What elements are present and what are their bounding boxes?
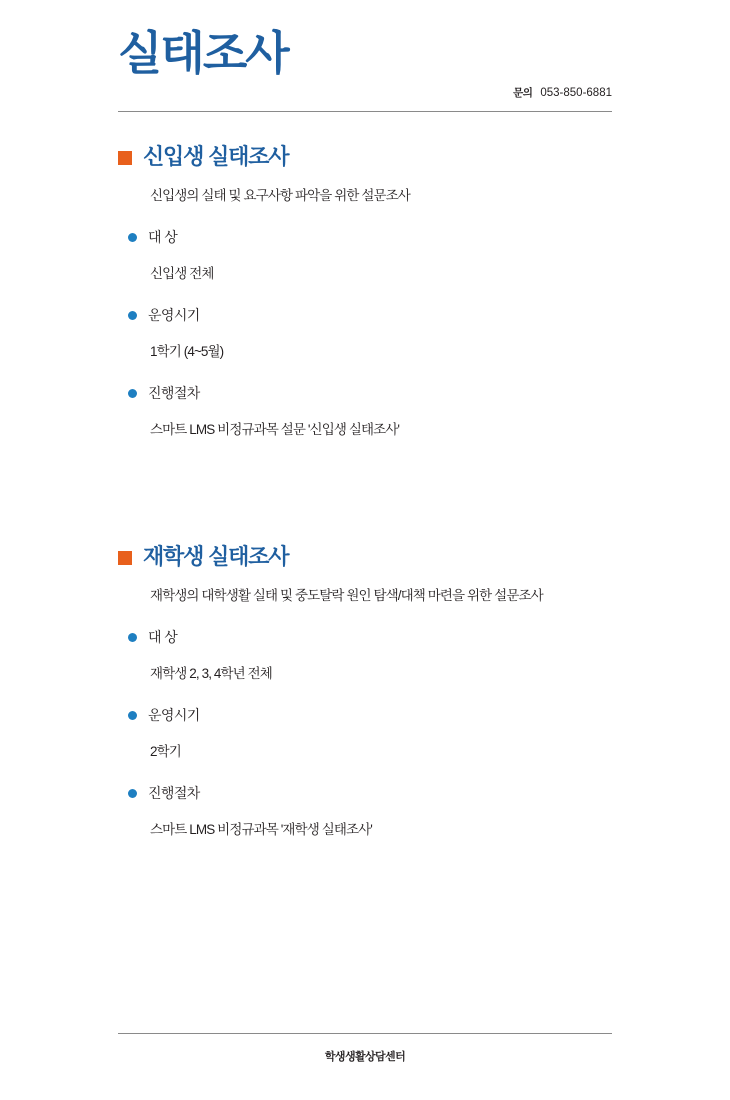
field-value-text: 1학기 (4~5월) [150,344,224,359]
field-value-text: 스마트 LMS 비정규과목 '재학생 실태조사' [150,822,372,837]
field-value-text: 신입생 전체 [150,266,214,281]
field-label-text: 운영시기 [148,707,200,723]
dot-bullet-icon [128,711,137,720]
field-value-text: 재학생 2, 3, 4학년 전체 [150,666,272,681]
field-label-row [128,230,612,244]
field-procedure [118,786,612,838]
field-period [118,308,612,360]
section-title: 재학생 실태조사 [143,544,289,569]
field-label-text: 대 상 [148,229,178,245]
square-bullet-icon [118,151,132,165]
section-title: 신입생 실태조사 [143,144,289,169]
footer-divider [118,1033,612,1034]
section-freshman-survey [118,146,612,438]
field-target [118,230,612,282]
field-target [118,630,612,682]
dot-bullet-icon [128,789,137,798]
square-bullet-icon [118,551,132,565]
field-value-text: 스마트 LMS 비정규과목 설문 '신입생 실태조사' [150,422,400,437]
dot-bullet-icon [128,633,137,642]
field-label-row [128,708,612,722]
document-header [118,0,612,112]
field-label-text: 운영시기 [148,307,200,323]
field-value-text: 2학기 [150,744,181,759]
dot-bullet-icon [128,311,137,320]
field-period [118,708,612,760]
field-procedure [118,386,612,438]
section-enrolled-student-survey [118,546,612,838]
field-label-row [128,786,612,800]
contact-info [513,85,612,100]
page-title: 실태조사 [118,27,288,79]
contact-label: 문의 [513,87,533,99]
field-label-row [128,630,612,644]
field-label-row [128,308,612,322]
dot-bullet-icon [128,233,137,242]
field-label-row [128,386,612,400]
section-description: 신입생의 실태 및 요구사항 파악을 위한 설문조사 [150,188,410,203]
section-description: 재학생의 대학생활 실태 및 중도탈락 원인 탐색/대책 마련을 위한 설문조사 [150,588,543,603]
section-heading [118,546,612,568]
section-heading [118,146,612,168]
field-label-text: 진행절차 [148,385,200,401]
contact-phone-number: 053-850-6881 [540,87,612,99]
document-footer [118,1033,612,1064]
footer-text: 학생생활상담센터 [324,1051,406,1063]
field-label-text: 진행절차 [148,785,200,801]
field-label-text: 대 상 [148,629,178,645]
dot-bullet-icon [128,389,137,398]
header-divider [118,111,612,112]
